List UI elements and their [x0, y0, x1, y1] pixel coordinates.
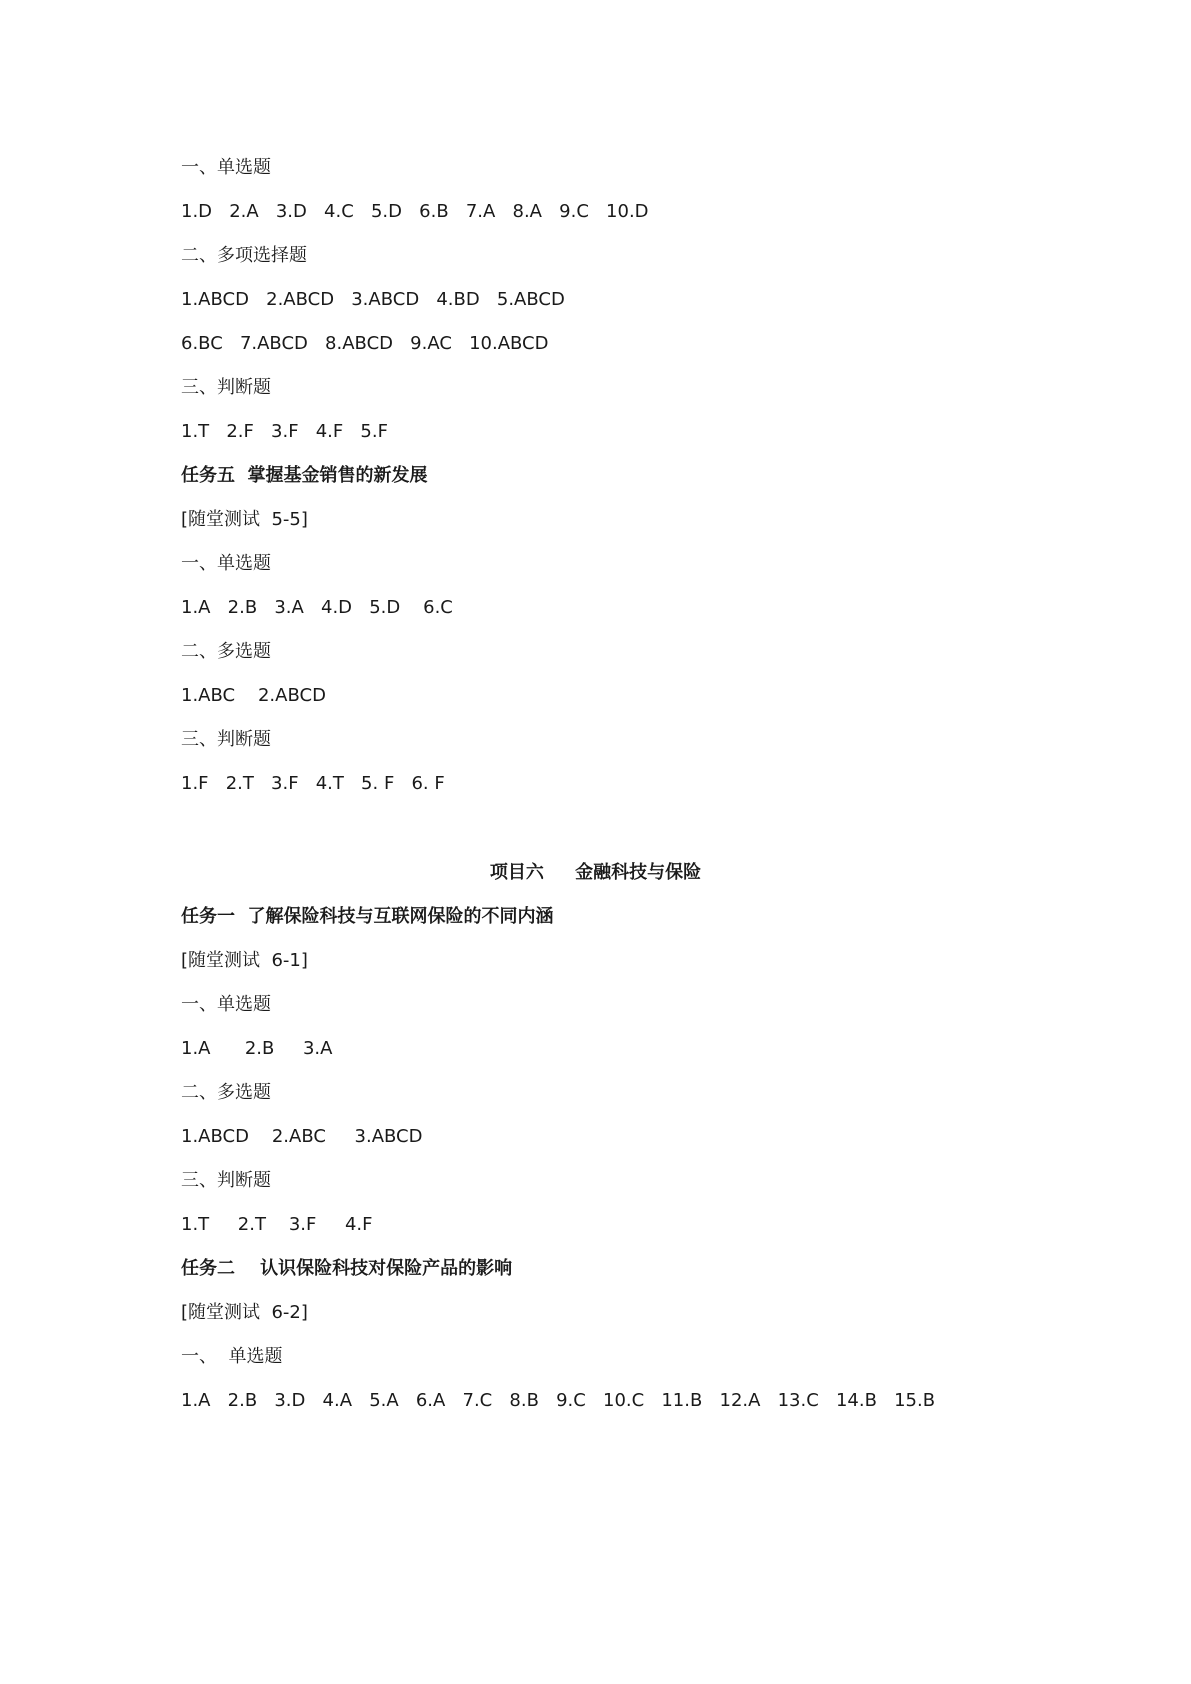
answer-line: 1.A 2.B 3.D 4.A 5.A 6.A 7.C 8.B 9.C 10.C 11.B 12.A 13.C 14.B 15.B — [181, 1390, 936, 1411]
section-heading-single-choice: 一、单选题 — [181, 553, 271, 574]
quiz-label: [随堂测试 6-2] — [181, 1302, 308, 1323]
project-title: 项目六 金融科技与保险 — [489, 862, 702, 883]
answer-line: 6.BC 7.ABCD 8.ABCD 9.AC 10.ABCD — [181, 333, 549, 354]
answer-line: 1.A 2.B 3.A 4.D 5.D 6.C — [181, 597, 453, 618]
answer-line: 1.D 2.A 3.D 4.C 5.D 6.B 7.A 8.A 9.C 10.D — [181, 201, 649, 222]
quiz-label: [随堂测试 5-5] — [181, 509, 308, 530]
answer-line: 1.ABCD 2.ABC 3.ABCD — [181, 1126, 423, 1147]
answer-line: 1.T 2.F 3.F 4.F 5.F — [181, 421, 388, 442]
quiz-label: [随堂测试 6-1] — [181, 950, 308, 971]
answer-line: 1.F 2.T 3.F 4.T 5. F 6. F — [181, 773, 445, 794]
section-heading-multiple-choice: 二、多项选择题 — [181, 245, 307, 266]
section-heading-single-choice: 一、单选题 — [181, 157, 271, 178]
task-heading: 任务二 认识保险科技对保险产品的影响 — [181, 1258, 513, 1279]
task-heading: 任务一 了解保险科技与互联网保险的不同内涵 — [181, 906, 554, 927]
section-heading-true-false: 三、判断题 — [181, 1170, 271, 1191]
task-heading: 任务五 掌握基金销售的新发展 — [181, 465, 428, 486]
section-heading-single-choice: 一、单选题 — [181, 994, 271, 1015]
section-heading-multiple-choice: 二、多选题 — [181, 1082, 271, 1103]
section-heading-true-false: 三、判断题 — [181, 377, 271, 398]
section-heading-single-choice: 一、 单选题 — [181, 1346, 283, 1367]
section-heading-true-false: 三、判断题 — [181, 729, 271, 750]
section-heading-multiple-choice: 二、多选题 — [181, 641, 271, 662]
answer-line: 1.A 2.B 3.A — [181, 1038, 333, 1059]
answer-line: 1.ABC 2.ABCD — [181, 685, 326, 706]
answer-line: 1.T 2.T 3.F 4.F — [181, 1214, 373, 1235]
answer-line: 1.ABCD 2.ABCD 3.ABCD 4.BD 5.ABCD — [181, 289, 565, 310]
